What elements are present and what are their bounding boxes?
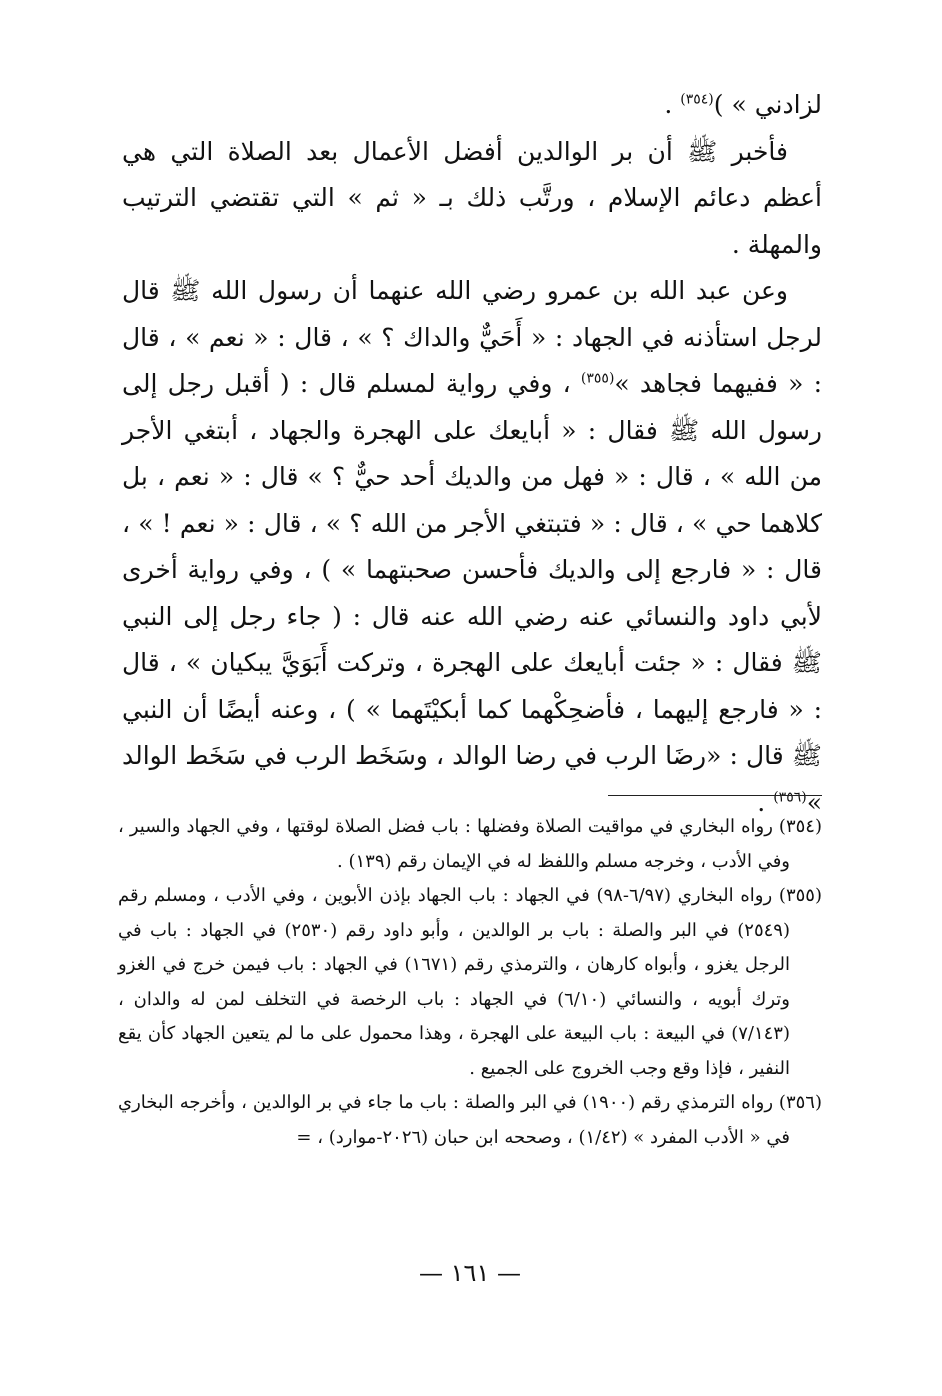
paragraph-text: لزادني » ) xyxy=(713,90,822,119)
footnote-reference: (٣٥٥) xyxy=(580,370,615,387)
footnote-reference: (٣٥٦) xyxy=(773,789,807,806)
paragraph-text: ، وفي رواية لمسلم قال : ( أقبل رجل إلى رسول الله ﷺ فقال : « أبايعك على الهجرة والجهاد ، أبتغي الأجر من الله » ، قال : « فهل من والديك أحد حيٌّ ؟ » قال : « نعم ، بل كلاهما حي » ، قال : « فتبتغي الأجر من الله ؟ » ، قال : « نعم ! » ، قال : « فارجع إلى والديك فأحسن صحبتهما » ) ، وفي رواية أخرى لأبي داود والنسائي عنه رضي الله عنه قال : ( جاء رجل إلى النبي ﷺ فقال : « جئت أبايعك على الهجرة ، وتركت أَبَوَيَّ يبكيان » ، قال : « فارجع إليهما ، فأضحِكْهما كما أبكيْتَهما » ) ، وعنه أيضًا أن النبي ﷺ قال : «رضَا الرب في رضا الوالد ، وسَخَط الرب في سَخَط الوالد » xyxy=(122,369,822,817)
footnote-separator xyxy=(608,795,822,796)
paragraph-hadith xyxy=(122,268,822,826)
footnotes xyxy=(118,810,822,1155)
sentence-end: . xyxy=(664,90,681,119)
paragraph-text: وعن عبد الله بن عمرو رضي الله عنهما أن رسول الله ﷺ قال لرجل استأذنه في الجهاد : « أَحَيٌّ والداك ؟ » ، قال : « نعم » ، قال : « ففيهما فجاهد » xyxy=(122,276,822,398)
paragraph-continuation xyxy=(122,82,822,129)
footnote-356: (٣٥٦) رواه الترمذي رقم (١٩٠٠) في البر والصلة : باب ما جاء في بر الوالدين ، وأخرجه البخاري في « الأدب المفرد » (١/٤٢) ، وصححه ابن حبان (٢٠٢٦-موارد) ، = xyxy=(118,1092,822,1148)
paragraph-birr: فأخبر ﷺ أن بر الوالدين أفضل الأعمال بعد الصلاة التي هي أعظم دعائم الإسلام ، ورتَّب ذلك بـ « ثم » التي تقتضي الترتيب والمهلة . xyxy=(122,136,822,259)
sentence-end: . xyxy=(757,787,774,817)
footnote-reference: (٣٥٤) xyxy=(680,91,714,108)
main-text xyxy=(122,82,822,826)
page-number: — ١٦١ — xyxy=(419,1259,521,1287)
footnote-355: (٣٥٥) رواه البخاري (٦/٩٧-٩٨) في الجهاد : باب الجهاد بإذن الأبوين ، وفي الأدب ، ومسلم رقم (٢٥٤٩) في البر والصلة : باب بر الوالدين ، وأبو داود رقم (٢٥٣٠) في الجهاد : باب في الرجل يغزو ، وأبواه كارهان ، والترمذي رقم (١٦٧١) في الجهاد : باب فيمن خرج في الغزو وترك أبويه ، والنسائي (٦/١٠) في الجهاد : باب الرخصة في التخلف لمن له والدان ، (٧/١٤٣) في البيعة : باب البيعة على الهجرة ، وهذا محمول على ما لم يتعين الجهاد كأن يقع النفير ، فإذا وقع وجب الخروج على الجميع . xyxy=(118,885,823,1079)
footnote-354: (٣٥٤) رواه البخاري في مواقيت الصلاة وفضلها : باب فضل الصلاة لوقتها ، وفي الجهاد والسير ، وفي الأدب ، وخرجه مسلم واللفظ له في الإيمان رقم (١٣٩) . xyxy=(118,816,822,872)
